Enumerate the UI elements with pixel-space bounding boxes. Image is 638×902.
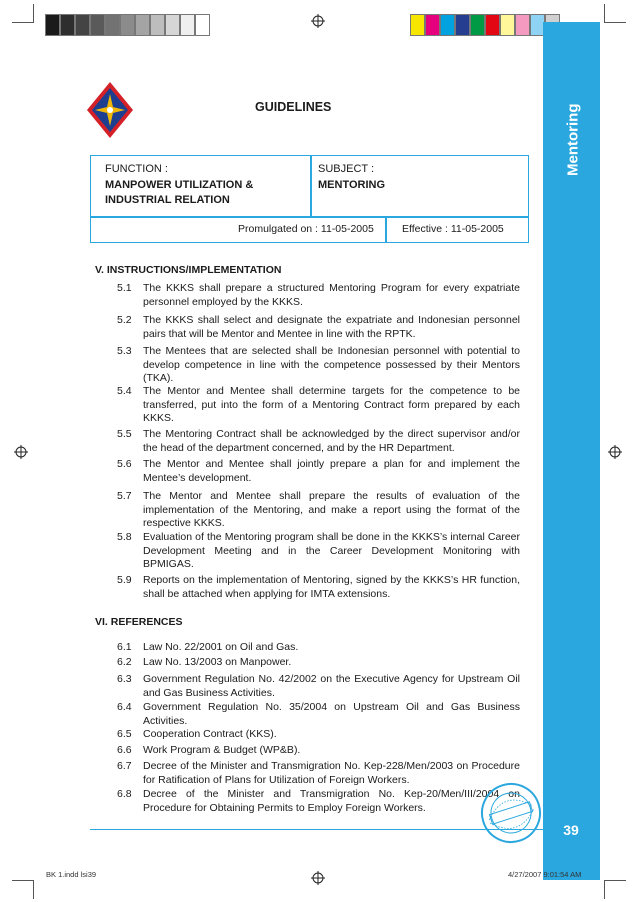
item-number: 6.4 (117, 701, 132, 713)
list-item (117, 673, 520, 700)
list-item (117, 788, 520, 815)
registration-mark-icon (608, 445, 622, 459)
crop-mark (604, 4, 605, 22)
item-number: 5.5 (117, 428, 132, 440)
list-item (117, 458, 520, 485)
crop-mark (12, 880, 34, 881)
item-text: The KKKS shall select and designate the expatriate and Indonesian personnel pairs that will be Mentor and Mentee in line with the RPTK. (143, 314, 520, 340)
color-bar (410, 14, 560, 36)
item-text: The KKKS shall prepare a structured Mentoring Program for every expatriate personnel employed by the KKKS. (143, 282, 520, 308)
item-text: The Mentees that are selected shall be Indonesian personnel with potential to develop competence in line with the competence possessed by their Mentors (TKA). (143, 345, 520, 384)
item-number: 5.3 (117, 345, 132, 357)
list-item (117, 531, 520, 572)
list-item (117, 385, 520, 426)
item-text: Reports on the implementation of Mentoring, signed by the KKKS’s HR function, shall be attached when applying for IMTA extensions. (143, 574, 520, 600)
list-item (117, 574, 520, 601)
subject-value: MENTORING (318, 179, 386, 191)
item-number: 6.5 (117, 728, 132, 740)
item-text: The Mentor and Mentee shall determine targets for the competence to be transferred, put into the form of a Mentoring Contract form prepared by each KKKS. (143, 385, 520, 424)
crop-mark (12, 22, 34, 23)
logo-icon (85, 80, 135, 140)
item-number: 5.2 (117, 314, 132, 326)
official-stamp-icon (478, 780, 544, 846)
section-heading: V. INSTRUCTIONS/IMPLEMENTATION (95, 264, 282, 276)
item-text: Decree of the Minister and Transmigration No. Kep-228/Men/2003 on Procedure for Ratification of Plans for Utilization of Foreign Workers. (143, 760, 520, 786)
list-item (117, 314, 520, 341)
item-text: Decree of the Minister and Transmigration No. Kep-20/Men/III/2004 on Procedure for Obtaining Permits to Employ Foreign Workers. (143, 788, 520, 814)
item-number: 6.3 (117, 673, 132, 685)
page-number: 39 (563, 822, 579, 838)
item-number: 5.9 (117, 574, 132, 586)
item-number: 6.6 (117, 744, 132, 756)
item-text: Law No. 13/2003 on Manpower. (143, 656, 292, 668)
function-value-line2: INDUSTRIAL RELATION (105, 194, 230, 206)
side-tab-title: Mentoring (564, 103, 582, 177)
print-timestamp: 4/27/2007 9:01:54 AM (508, 870, 582, 879)
crop-mark (604, 880, 626, 881)
item-text: Evaluation of the Mentoring program shall be done in the KKKS’s internal Career Development Meeting and in the Career Development Monitoring with BPMIGAS. (143, 531, 520, 570)
list-item (117, 282, 520, 309)
item-number: 5.6 (117, 458, 132, 470)
registration-mark-icon (14, 445, 28, 459)
list-item (117, 744, 520, 758)
list-item (117, 490, 520, 531)
file-slug: BK 1.indd lsi39 (46, 870, 97, 879)
item-text: Law No. 22/2001 on Oil and Gas. (143, 641, 299, 653)
item-number: 5.4 (117, 385, 132, 397)
item-number: 6.2 (117, 656, 132, 668)
footer-rule (90, 829, 545, 830)
item-number: 5.8 (117, 531, 132, 543)
list-item (117, 428, 520, 455)
item-text: Government Regulation No. 42/2002 on the Executive Agency for Upstream Oil and Gas Business Activities. (143, 673, 520, 699)
item-text: Cooperation Contract (KKS). (143, 728, 277, 740)
list-item (117, 345, 520, 386)
crop-mark (33, 881, 34, 899)
item-number: 6.7 (117, 760, 132, 772)
item-number: 5.7 (117, 490, 132, 502)
section-heading: VI. REFERENCES (95, 616, 183, 628)
item-text: The Mentor and Mentee shall prepare the results of evaluation of the implementation of the Mentoring, and make a report using the format of the respective KKKS. (143, 490, 520, 529)
crop-mark (33, 4, 34, 22)
function-label: FUNCTION : (105, 163, 168, 175)
item-number: 6.1 (117, 641, 132, 653)
list-item (117, 760, 520, 787)
subject-label: SUBJECT : (318, 163, 375, 175)
list-item (117, 641, 520, 655)
registration-mark-icon (311, 14, 325, 28)
effective-date: Effective : 11-05-2005 (402, 223, 504, 235)
crop-mark (604, 881, 605, 899)
page-title: GUIDELINES (255, 100, 332, 114)
promulgated-date: Promulgated on : 11-05-2005 (238, 223, 374, 235)
item-text: Government Regulation No. 35/2004 on Upstream Oil and Gas Business Activities. (143, 701, 520, 727)
grayscale-bar (45, 14, 210, 36)
item-text: The Mentoring Contract shall be acknowledged by the direct supervisor and/or the head of the department concerned, and by the HR Department. (143, 428, 520, 454)
function-value-line1: MANPOWER UTILIZATION & (105, 179, 254, 191)
list-item (117, 728, 520, 742)
list-item (117, 701, 520, 728)
item-number: 5.1 (117, 282, 132, 294)
list-item (117, 656, 520, 670)
item-text: The Mentor and Mentee shall jointly prepare a plan for and implement the Mentee’s development. (143, 458, 520, 484)
registration-mark-icon (311, 871, 325, 885)
item-number: 6.8 (117, 788, 132, 800)
crop-mark (604, 22, 626, 23)
item-text: Work Program & Budget (WP&B). (143, 744, 301, 756)
